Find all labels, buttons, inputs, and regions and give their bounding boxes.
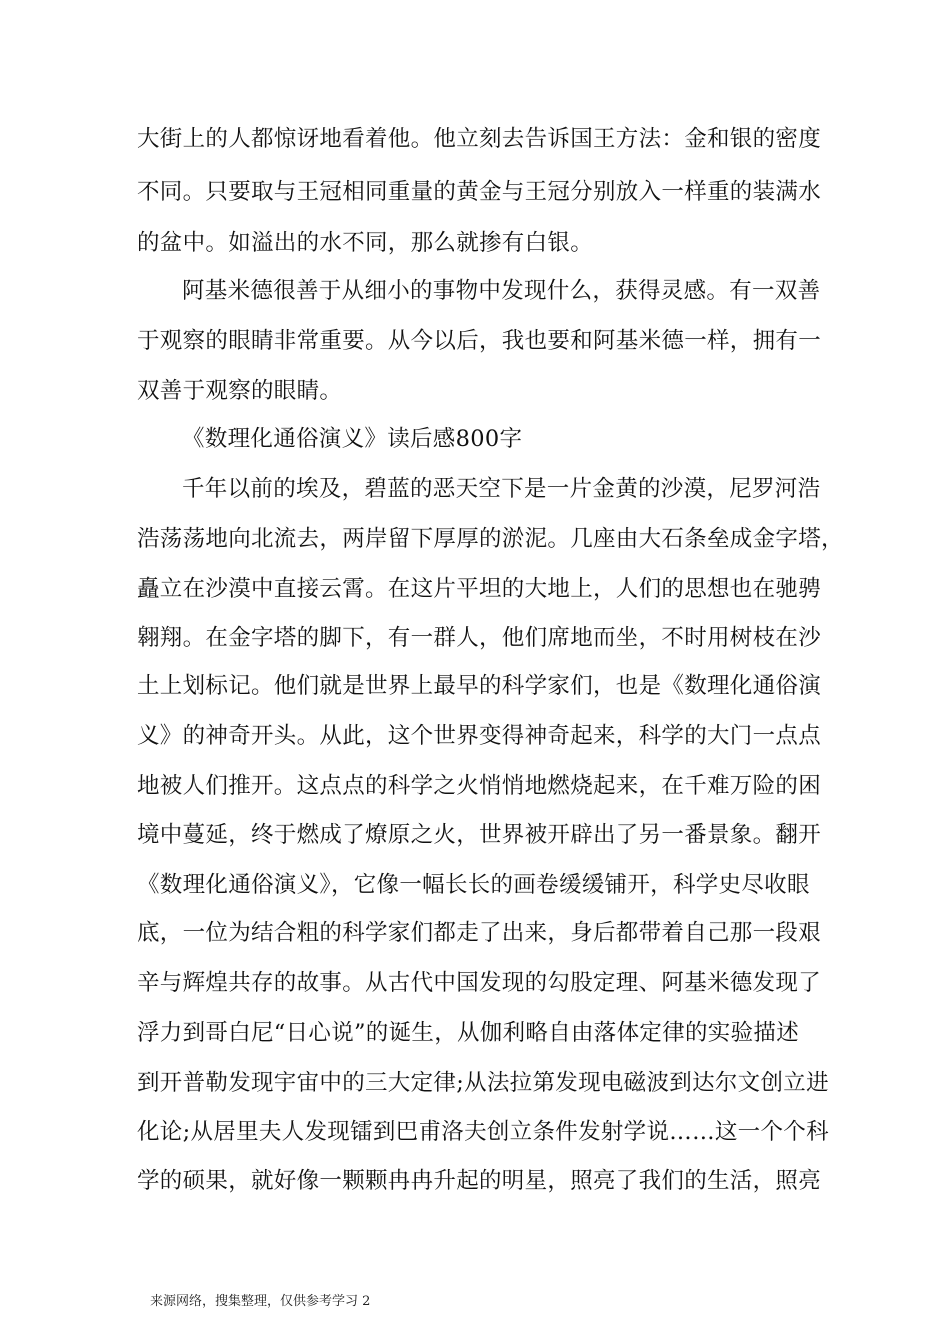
text-line: 化论;从居里夫人发现镭到巴甫洛夫创立条件发射学说……这一个个科 <box>137 1119 829 1145</box>
text-line: 的盆中。如溢出的水不同，那么就掺有白银。 <box>137 230 594 256</box>
section-heading: 《数理化通俗演义》读后感800字 <box>182 426 523 452</box>
text-line: 辛与辉煌共存的故事。从古代中国发现的勾股定理、阿基米德发现了 <box>137 970 822 996</box>
text-line: 阿基米德很善于从细小的事物中发现什么，获得灵感。有一双善 <box>182 278 821 304</box>
text-line: 境中蔓延，终于燃成了燎原之火，世界被开辟出了另一番景象。翻开 <box>137 822 822 848</box>
text-line: 义》的神奇开头。从此，这个世界变得神奇起来，科学的大门一点点 <box>137 723 822 749</box>
text-line: 到开普勒发现宇宙中的三大定律;从法拉第发现电磁波到达尔文创立进 <box>137 1070 829 1096</box>
text-line: 土上划标记。他们就是世界上最早的科学家们，也是《数理化通俗演 <box>137 673 822 699</box>
text-line: 千年以前的埃及，碧蓝的恶天空下是一片金黄的沙漠，尼罗河浩 <box>182 476 821 502</box>
text-line: 翱翔。在金字塔的脚下，有一群人，他们席地而坐，不时用树枝在沙 <box>137 625 822 651</box>
text-line: 浩荡荡地向北流去，两岸留下厚厚的淤泥。几座由大石条垒成金字塔， <box>137 526 844 552</box>
text-line: 浮力到哥白尼“日心说”的诞生，从伽利略自由落体定律的实验描述 <box>137 1020 800 1046</box>
text-line: 矗立在沙漠中直接云霄。在这片平坦的大地上，人们的思想也在驰骋 <box>137 576 822 602</box>
text-line: 双善于观察的眼睛。 <box>137 378 343 404</box>
text-line: 《数理化通俗演义》，它像一幅长长的画卷缓缓铺开，科学史尽收眼 <box>137 872 810 898</box>
text-line: 学的硕果，就好像一颗颗冉冉升起的明星，照亮了我们的生活，照亮 <box>137 1168 822 1194</box>
text-line: 不同。只要取与王冠相同重量的黄金与王冠分别放入一样重的装满水 <box>137 179 822 205</box>
page-footer: 来源网络，搜集整理，仅供参考学习 2 <box>150 1294 371 1309</box>
text-line: 于观察的眼睛非常重要。从今以后，我也要和阿基米德一样，拥有一 <box>137 328 822 354</box>
text-line: 地被人们推开。这点点的科学之火悄悄地燃烧起来，在千难万险的困 <box>137 773 822 799</box>
text-line: 大街上的人都惊讶地看着他。他立刻去告诉国王方法：金和银的密度 <box>137 126 822 152</box>
text-line: 底，一位为结合粗的科学家们都走了出来，身后都带着自己那一段艰 <box>137 920 822 946</box>
